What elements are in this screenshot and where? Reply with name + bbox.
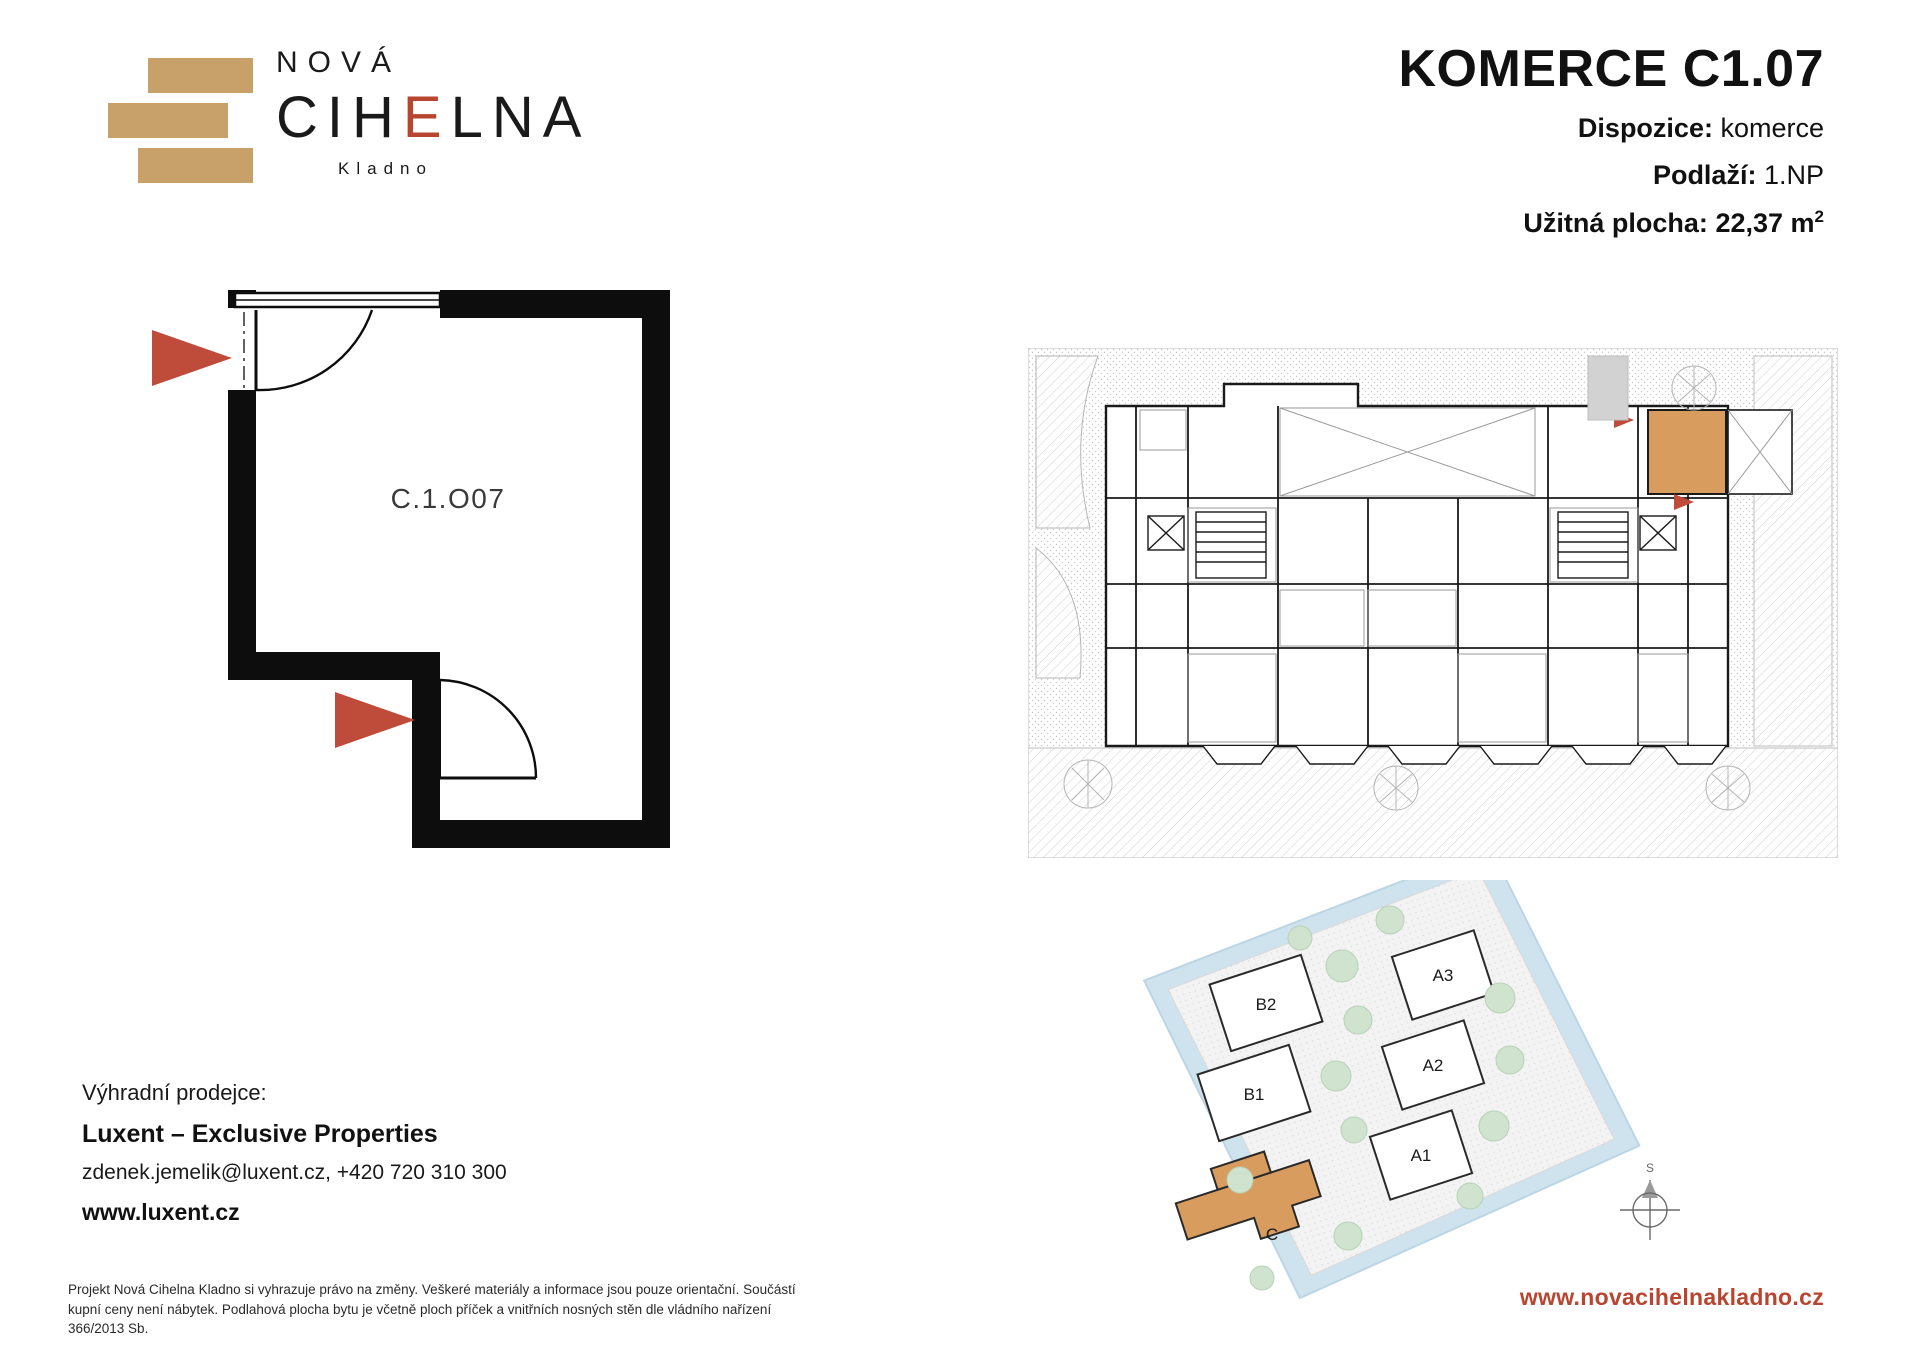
site-label-b1: B1 (1243, 1085, 1265, 1104)
floorplan-walls (228, 290, 670, 848)
stair-core-right (1558, 512, 1628, 578)
logo-wordmark (276, 48, 676, 179)
logo-line-cihelna: CIHELNA (276, 85, 591, 150)
logo-line-kladno: Kladno (338, 158, 433, 178)
room-label: C.1.O07 (390, 483, 506, 514)
compass-icon (1620, 1180, 1680, 1240)
compass-label: S (1645, 1161, 1655, 1175)
plocha-value: 22,37 m (1715, 207, 1815, 238)
seller-website[interactable]: www.luxent.cz (82, 1199, 240, 1225)
entry-arrow-upper (152, 330, 232, 386)
dispozice-row (1104, 113, 1824, 144)
logo-mark-icon (108, 58, 253, 183)
roof-element (1588, 356, 1628, 420)
dispozice-label: Dispozice: (1577, 112, 1713, 143)
elevator-left (1148, 516, 1184, 550)
brand-logo (108, 48, 668, 198)
podlazi-row (1104, 160, 1824, 191)
unit-floorplan-drawing (140, 290, 840, 990)
plocha-unit: 2 (1814, 206, 1824, 226)
elevator-right (1640, 516, 1676, 550)
footer-website[interactable]: www.novacihelnakladno.cz (1519, 1284, 1824, 1310)
site-label-c: C (1265, 1225, 1279, 1244)
seller-heading: Výhradní prodejce: (82, 1080, 267, 1105)
seller-info (82, 1080, 842, 1226)
unit-header (1104, 42, 1824, 239)
window-symbol (235, 293, 440, 307)
entry-arrow-lower (335, 692, 415, 748)
seller-contact: zdenek.jemelik@luxent.cz, +420 720 310 300 (82, 1161, 507, 1184)
door-lower (440, 680, 536, 778)
stair-core-left (1196, 512, 1266, 578)
podlazi-value: 1.NP (1763, 159, 1824, 190)
dispozice-value: komerce (1720, 112, 1824, 143)
highlighted-unit (1648, 410, 1726, 494)
podlazi-label: Podlaží: (1652, 159, 1757, 190)
seller-name: Luxent – Exclusive Properties (82, 1120, 438, 1148)
plocha-row (1104, 207, 1824, 239)
disclaimer-text: Projekt Nová Cihelna Kladno si vyhrazuje právo na změny. Veškeré materiály a informace jsou pouze orientační. Součástí kupní ceny není nábytek. Podlahová plocha bytu je včetně ploch příček a vnitřních nosných stěn dle vládního nařízení 366/2013 Sb. (68, 1282, 796, 1337)
site-label-a3: A3 (1432, 966, 1454, 985)
site-key-plan (1090, 880, 1790, 1300)
page-title: KOMERCE C1.07 (1398, 40, 1824, 98)
site-label-b2: B2 (1255, 995, 1277, 1014)
site-label-a1: A1 (1410, 1146, 1432, 1165)
building-floor-key-plan (1028, 348, 1838, 858)
plocha-label: Užitná plocha: (1523, 207, 1708, 238)
door-upper (256, 310, 372, 390)
logo-line-nova: NOVÁ (276, 46, 402, 79)
site-label-a2: A2 (1422, 1056, 1444, 1075)
